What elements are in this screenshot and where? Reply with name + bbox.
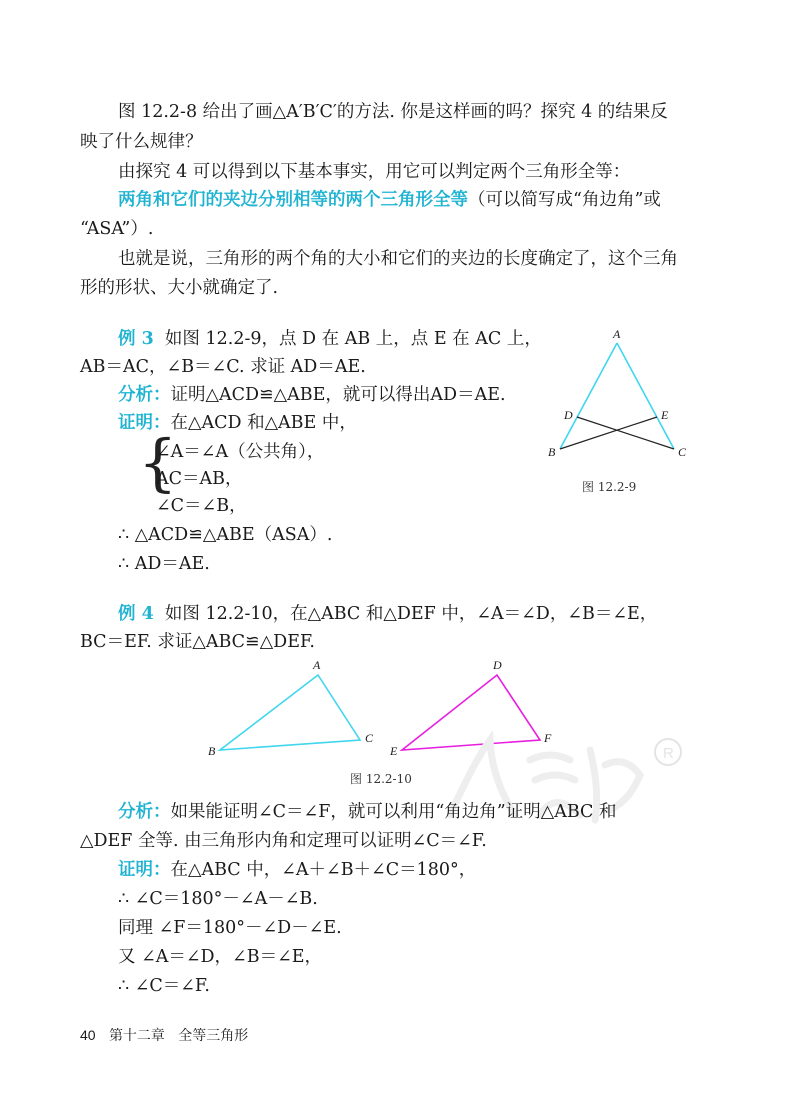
example3-line1 <box>118 327 542 351</box>
label-f: F <box>544 731 552 745</box>
example3-analysis <box>118 383 506 407</box>
asa-highlight: 两角和它们的夹边分别相等的两个三角形全等 <box>118 190 468 210</box>
example4-line2: BC＝EF. 求证△ABC≌△DEF. <box>80 632 315 652</box>
para1-line2: 映了什么规律？ <box>80 132 203 152</box>
analysis4-text1: 如果能证明∠C＝∠F，就可以利用“角边角”证明△ABC 和 <box>170 802 617 822</box>
label-c: C <box>678 445 687 459</box>
system-line2: AC＝AB， <box>156 469 243 489</box>
para1-line1: 图 12.2-8 给出了画△A′B′C′的方法. 你是这样画的吗？探究 4 的结果反 <box>118 102 668 122</box>
example3-analysis-label: 分析： <box>118 385 171 405</box>
analysis4-line2: △DEF 全等. 由三角形内角和定理可以证明∠C＝∠F. <box>80 831 487 851</box>
system-brace: { <box>138 426 178 499</box>
proof4-line1 <box>118 858 476 882</box>
proof4-line3: 同理 ∠F＝180°－∠D－∠E. <box>118 918 342 938</box>
asa-tail: （可以简写成“角边角”或 <box>468 190 661 210</box>
label-e: E <box>390 744 398 758</box>
example3-conclusion2: ∴ AD＝AE. <box>118 554 210 574</box>
label-b: B <box>548 445 556 459</box>
example3-label: 例 3 <box>118 329 154 349</box>
proof4-line2: ∴ ∠C＝180°－∠A－∠B. <box>118 889 318 909</box>
proof4-text1: 在△ABC 中，∠A＋∠B＋∠C＝180°， <box>170 860 477 880</box>
figure-12-2-10-caption: 图 12.2-10 <box>350 772 412 786</box>
system-line1: ∠A＝∠A（公共角）， <box>156 442 325 462</box>
page-number: 40 <box>80 1027 96 1043</box>
page-footer <box>80 1025 248 1045</box>
triangle-abc <box>220 675 360 750</box>
proof4-line4: 又 ∠A＝∠D，∠B＝∠E， <box>118 947 323 967</box>
example4-label: 例 4 <box>118 604 154 624</box>
label-a: A <box>613 327 621 341</box>
label-e: E <box>661 408 669 422</box>
para2: 由探究 4 可以得到以下基本事实，用它可以判定两个三角形全等： <box>118 162 631 182</box>
para3-line1: 也就是说，三角形的两个角的大小和它们的夹边的长度确定了，这个三角 <box>118 249 678 269</box>
svg-text:R: R <box>663 745 674 762</box>
chapter-title: 全等三角形 <box>178 1028 249 1044</box>
example3-analysis-text: 证明△ACD≌△ABE，就可以得出AD＝AE. <box>170 385 506 405</box>
analysis4-line1 <box>118 800 616 824</box>
figure-12-2-9 <box>540 325 700 470</box>
example3-line2: AB＝AC，∠B＝∠C. 求证 AD＝AE. <box>80 357 366 377</box>
chapter-label: 第十二章 <box>108 1028 165 1044</box>
label-c: C <box>365 731 374 745</box>
proof4-line5: ∴ ∠C＝∠F. <box>118 976 210 996</box>
example3-text1: 如图 12.2-9，点 D 在 AB 上，点 E 在 AC 上， <box>164 329 542 349</box>
example4-line1 <box>118 602 657 626</box>
example4-text1: 如图 12.2-10，在△ABC 和△DEF 中，∠A＝∠D，∠B＝∠E， <box>164 604 658 624</box>
label-d: D <box>564 408 573 422</box>
asa-statement <box>118 188 661 212</box>
figure-12-2-9-caption: 图 12.2-9 <box>582 480 637 494</box>
analysis4-label: 分析： <box>118 802 171 822</box>
para3-line2: 形的形状、大小就确定了. <box>80 278 279 298</box>
label-a: A <box>313 658 321 672</box>
label-b: B <box>208 744 216 758</box>
system-line3: ∠C＝∠B， <box>156 496 247 516</box>
proof4-label: 证明： <box>118 860 171 880</box>
example3-proof-label: 证明： <box>118 413 171 433</box>
example3-proof-intro: 在△ACD 和△ABE 中， <box>170 413 357 433</box>
example3-conclusion1: ∴ △ACD≌△ABE（ASA）. <box>118 525 333 545</box>
asa-line2: “ASA”）. <box>80 219 154 239</box>
label-d: D <box>493 658 502 672</box>
